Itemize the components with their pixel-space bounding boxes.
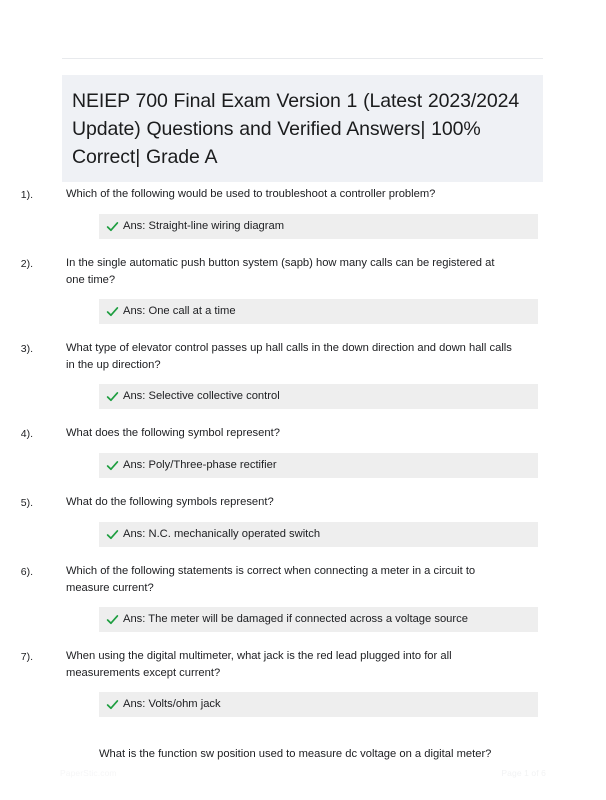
green-check-icon	[106, 390, 119, 403]
answer-box	[99, 607, 538, 632]
question-row	[0, 494, 606, 511]
question-item	[0, 425, 606, 478]
answer-box	[99, 299, 538, 324]
answer-text: Ans: Selective collective control	[123, 390, 280, 402]
answer-text: Ans: The meter will be damaged if connected across a voltage source	[123, 613, 468, 625]
question-item	[0, 494, 606, 547]
question-item	[0, 255, 606, 324]
question-item	[0, 648, 606, 717]
answer-box	[99, 214, 538, 239]
green-check-icon	[106, 459, 119, 472]
answer-box	[99, 453, 538, 478]
question-number: 1).	[20, 189, 33, 201]
answer-text: Ans: N.C. mechanically operated switch	[123, 528, 321, 540]
question-row	[0, 255, 606, 288]
question-text: In the single automatic push button system (sapb) how many calls can be registered at one time?	[66, 257, 495, 286]
green-check-icon	[106, 305, 119, 318]
answer-box	[99, 384, 538, 409]
question-number: 5).	[20, 497, 33, 509]
document-title-block	[62, 75, 543, 182]
question-row	[0, 648, 606, 681]
green-check-icon	[106, 698, 119, 711]
question-answer-list	[0, 186, 606, 763]
question-number: 3).	[20, 343, 33, 355]
question-text: Which of the following would be used to troubleshoot a controller problem?	[66, 188, 436, 200]
question-text: When using the digital multimeter, what jack is the red lead plugged into for all measurements except current?	[66, 650, 452, 679]
question-text: Which of the following statements is correct when connecting a meter in a circuit to measure current?	[66, 565, 476, 594]
question-row	[0, 186, 606, 203]
answer-text: Ans: Poly/Three-phase rectifier	[123, 459, 277, 471]
question-row	[0, 563, 606, 596]
question-text: What does the following symbol represent?	[66, 427, 280, 439]
answer-text: Ans: One call at a time	[123, 305, 236, 317]
question-number: 4).	[20, 428, 33, 440]
page-footer	[0, 768, 606, 784]
page-title: NEIEP 700 Final Exam Version 1 (Latest 2023/2024 Update) Questions and Verified Answers| 100% Correct| Grade A	[72, 90, 520, 168]
answer-text: Ans: Volts/ohm jack	[123, 698, 221, 710]
footer-watermark: PaperStic.com	[60, 768, 117, 778]
question-number: 6).	[20, 566, 33, 578]
green-check-icon	[106, 613, 119, 626]
question-item	[0, 340, 606, 409]
question-text: What do the following symbols represent?	[66, 496, 274, 508]
green-check-icon	[106, 528, 119, 541]
footer-page-indicator: Page 1 of 6	[501, 768, 546, 778]
header-divider	[62, 58, 543, 59]
question-number: 7).	[20, 651, 33, 663]
answer-box	[99, 522, 538, 547]
question-number: 2).	[20, 258, 33, 270]
green-check-icon	[106, 220, 119, 233]
question-row	[0, 340, 606, 373]
question-item	[0, 186, 606, 239]
answer-box	[99, 692, 538, 717]
question-text: What type of elevator control passes up hall calls in the down direction and down hall calls in the up direction?	[66, 342, 512, 371]
question-item	[0, 563, 606, 632]
answer-text: Ans: Straight-line wiring diagram	[123, 220, 285, 232]
question-row	[0, 425, 606, 442]
trailing-question-text: What is the function sw position used to measure dc voltage on a digital meter?	[99, 748, 492, 760]
